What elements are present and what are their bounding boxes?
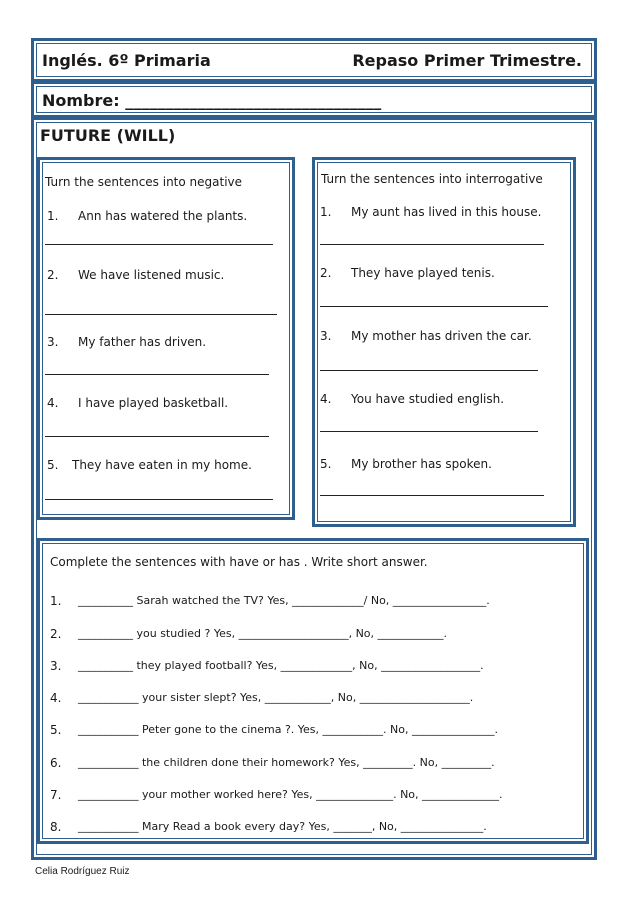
section-title: FUTURE (WILL) xyxy=(40,126,176,145)
header-bar xyxy=(31,38,597,82)
sentence-text[interactable]: __________ you studied ? Yes, ____________________, No, ____________. xyxy=(78,627,448,640)
complete-sentences-box xyxy=(37,538,589,844)
sentence-text[interactable]: __________ they played football? Yes, _____________, No, __________________. xyxy=(78,659,484,672)
subject-title: Inglés. 6º Primaria xyxy=(42,51,211,70)
exercise-title: Complete the sentences with have or has . Write short answer. xyxy=(50,555,428,569)
item-number: 8. xyxy=(50,820,62,834)
item-number: 1. xyxy=(47,209,59,223)
name-bar xyxy=(31,81,597,118)
answer-line[interactable] xyxy=(45,436,269,437)
sentence-text[interactable]: ___________ Mary Read a book every day? Yes, _______, No, _______________. xyxy=(78,820,487,833)
sentence-text[interactable]: ___________ your sister slept? Yes, ____________, No, ____________________. xyxy=(78,691,474,704)
interrogative-exercise-box xyxy=(312,157,576,527)
item-number: 1. xyxy=(320,205,332,219)
item-number: 3. xyxy=(47,335,59,349)
item-number: 3. xyxy=(50,659,62,673)
sentence-text: They have eaten in my home. xyxy=(72,458,252,472)
sentence-text: My father has driven. xyxy=(78,335,207,349)
item-number: 5. xyxy=(50,723,62,737)
item-number: 5. xyxy=(320,457,332,471)
sentence-text: They have played tenis. xyxy=(351,266,495,280)
sentence-text: My mother has driven the car. xyxy=(351,329,532,343)
item-number: 2. xyxy=(50,627,62,641)
item-number: 4. xyxy=(47,396,59,410)
negative-exercise-box xyxy=(37,157,295,520)
exercise-title: Turn the sentences into negative xyxy=(45,175,243,189)
item-number: 2. xyxy=(47,268,59,282)
sentence-text[interactable]: ___________ your mother worked here? Yes, ______________. No, ______________. xyxy=(78,788,503,801)
item-number: 6. xyxy=(50,756,62,770)
answer-line[interactable] xyxy=(45,499,273,500)
item-number: 3. xyxy=(320,329,332,343)
answer-line[interactable] xyxy=(45,374,269,375)
sentence-text: My aunt has lived in this house. xyxy=(351,205,542,219)
sentence-text: Ann has watered the plants. xyxy=(78,209,248,223)
sentence-text: You have studied english. xyxy=(351,392,505,406)
answer-line[interactable] xyxy=(320,370,538,371)
answer-line[interactable] xyxy=(320,306,548,307)
answer-line[interactable] xyxy=(45,244,273,245)
sentence-text[interactable]: __________ Sarah watched the TV? Yes, _____________/ No, _________________. xyxy=(78,594,490,607)
answer-line[interactable] xyxy=(45,314,277,315)
sentence-text: My brother has spoken. xyxy=(351,457,492,471)
item-number: 2. xyxy=(320,266,332,280)
sentence-text: We have listened music. xyxy=(78,268,225,282)
sentence-text[interactable]: ___________ Peter gone to the cinema ?. Yes, ___________. No, _______________. xyxy=(78,723,498,736)
exercise-title: Turn the sentences into interrogative xyxy=(321,172,543,186)
sentence-text: I have played basketball. xyxy=(78,396,229,410)
answer-line[interactable] xyxy=(320,244,544,245)
answer-line[interactable] xyxy=(320,431,538,432)
term-title: Repaso Primer Trimestre. xyxy=(352,51,582,70)
item-number: 1. xyxy=(50,594,62,608)
sentence-text[interactable]: ___________ the children done their homework? Yes, _________. No, _________. xyxy=(78,756,495,769)
author-footer: Celia Rodríguez Ruiz xyxy=(35,866,130,877)
item-number: 4. xyxy=(50,691,62,705)
item-number: 7. xyxy=(50,788,62,802)
item-number: 5. xyxy=(47,458,59,472)
item-number: 4. xyxy=(320,392,332,406)
answer-line[interactable] xyxy=(320,495,544,496)
name-label[interactable]: Nombre: ________________________________ xyxy=(42,91,382,110)
